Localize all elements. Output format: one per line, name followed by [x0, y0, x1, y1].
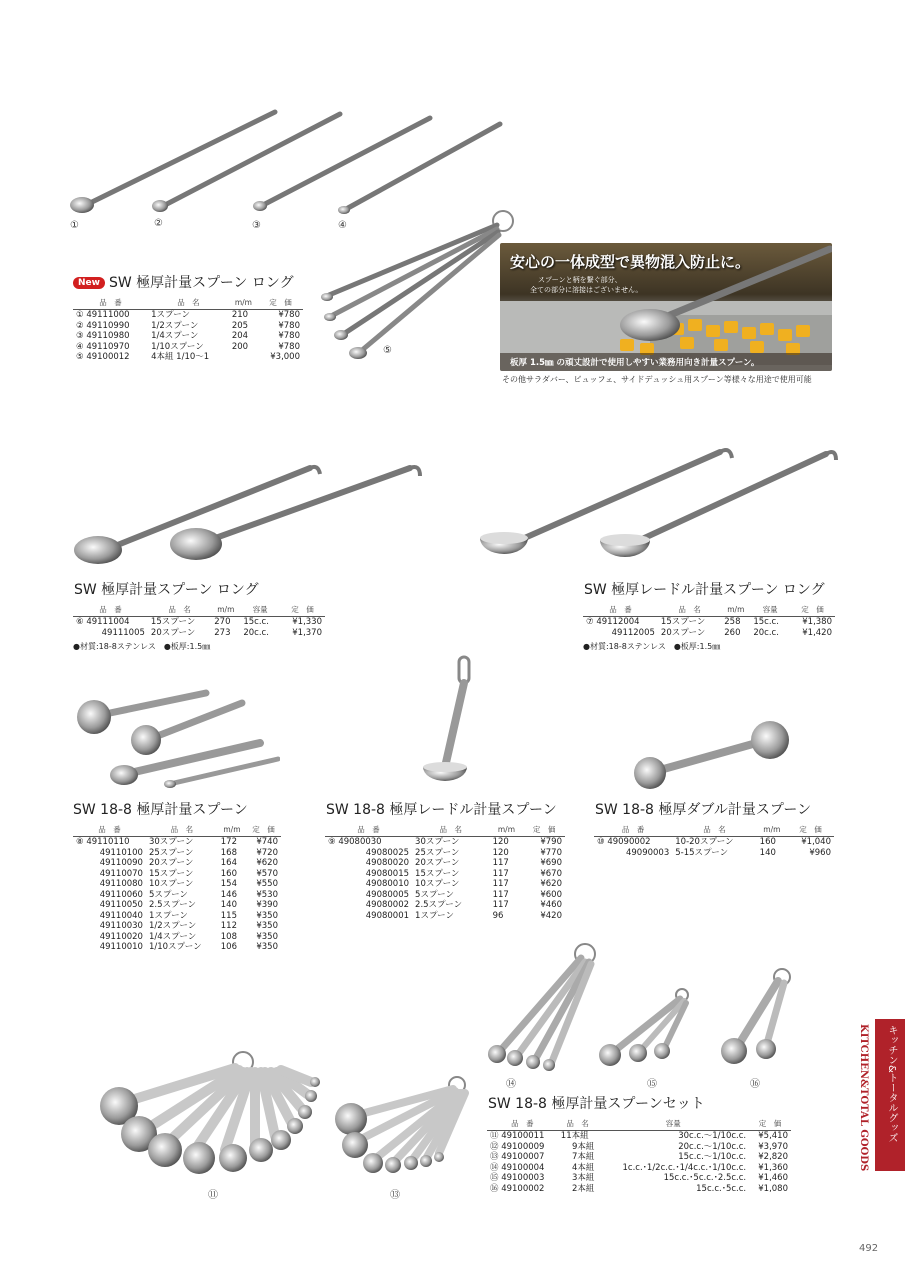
table-row: ⑤ 49100012 4本組 1/10〜1 ¥3,000	[76, 352, 300, 362]
table-row: 49110020 1/4スプーン 108 ¥350	[99, 931, 278, 942]
table-row: ① 49111000 1スプーン 210 ¥780	[76, 310, 300, 320]
double-spoon-photo	[630, 720, 795, 795]
spec-table-7	[487, 1117, 791, 1194]
section-title-spoon-sets: SW 18-8 極厚計量スプーンセット	[488, 1096, 705, 1112]
category-english-label: KITCHEN&TOTAL GOODS	[858, 1024, 869, 1172]
banner-headline: 安心の一体成型で異物混入防止に。	[510, 253, 751, 271]
table-header: 品 番 品 名 容量 定 価	[487, 1117, 791, 1131]
measuring-spoons-photo	[70, 685, 280, 795]
table-row: 49110010 1/10スプーン 106 ¥350	[99, 942, 278, 952]
material-note-2: ●材質:18-8ステンレス ●板厚:1.5㎜	[73, 642, 211, 651]
spoon-4	[338, 124, 500, 214]
label-13: ⑬	[390, 1190, 400, 1201]
table-row: 49080015 15スプーン 117 ¥670	[365, 868, 562, 879]
table-row: 49110070 15スプーン 160 ¥570	[99, 868, 278, 879]
table-row: ⑪ 49100011 11本組 30c.c.〜1/10c.c. ¥5,410	[490, 1131, 788, 1141]
table-row: 49110090 20スプーン 164 ¥620	[99, 858, 278, 868]
banner-bottom-text: 板厚 1.5㎜ の頑丈設計で使用しやすい業務用向き計量スプーン。	[510, 358, 760, 368]
section-title-long-spoons: New SW 極厚計量スプーン ロング	[73, 272, 294, 292]
table-row: ⑭ 49100004 4本組 1c.c.･1/2c.c.･1/4c.c.･1/10c.c. ¥1,360	[490, 1162, 788, 1173]
table-row: ⑩ 49090002 10-20スプーン 160 ¥1,040	[597, 837, 831, 847]
table-header: 品 番 品 名 m/m 容量 定 価	[73, 603, 325, 617]
banner-photo	[500, 243, 832, 371]
banner-sub-2: 全ての部分に溶接はございません。	[530, 286, 643, 294]
table-row: ⑮ 49100003 3本組 15c.c.･5c.c.･2.5c.c. ¥1,460	[490, 1173, 788, 1183]
spec-table-6	[594, 823, 834, 858]
label-1: ①	[70, 220, 79, 231]
table-row: ⑯ 49100002 2本組 15c.c.･5c.c. ¥1,080	[490, 1183, 788, 1194]
label-3: ③	[252, 220, 261, 231]
table-row: ③ 49110980 1/4スプーン 204 ¥780	[76, 331, 300, 341]
table-row: 49080010 10スプーン 117 ¥620	[365, 879, 562, 889]
section-title-measuring-ladles: SW 18-8 極厚レードル計量スプーン	[326, 802, 557, 818]
table-row: 49080025 25スプーン 120 ¥770	[365, 847, 562, 858]
label-4: ④	[338, 220, 347, 231]
set-13-photo	[335, 1075, 470, 1180]
table-row: 49112005 20スプーン 260 20c.c. ¥1,420	[611, 627, 832, 638]
table-row: 49110080 10スプーン 154 ¥550	[99, 879, 278, 889]
section-title-long-scoops: SW 極厚計量スプーン ロング	[74, 582, 259, 598]
table-row: ④ 49110970 1/10スプーン 200 ¥780	[76, 341, 300, 352]
set-4-photo	[485, 940, 605, 1075]
table-row: ⑦ 49112004 15スプーン 258 15c.c. ¥1,380	[586, 617, 832, 627]
long-scoops-photo	[70, 460, 430, 570]
category-tab-label: キッチン&トータルグッズ	[886, 1025, 897, 1143]
material-note-3: ●材質:18-8ステンレス ●板厚:1.5㎜	[583, 642, 721, 651]
table-header: 品 番 品 名 m/m 容量 定 価	[583, 603, 835, 617]
section-title-measuring-spoons: SW 18-8 極厚計量スプーン	[73, 802, 248, 818]
table-row: ⑬ 49100007 7本組 15c.c.〜1/10c.c. ¥2,820	[490, 1152, 788, 1162]
set-11-photo	[95, 1050, 335, 1185]
banner-caption: その他サラダバー、ビュッフェ、サイドデュッシュ用スプーン等様々な用途で使用可能	[502, 375, 812, 384]
label-16: ⑯	[750, 1079, 760, 1090]
long-ladles-photo	[480, 440, 840, 570]
table-header: 品 番 品 名 m/m 定 価	[73, 823, 281, 837]
table-row: 49110060 5スプーン 146 ¥530	[99, 889, 278, 900]
long-spoon-set-photo	[315, 205, 525, 365]
table-row: ⑫ 49100009 9本組 20c.c.〜1/10c.c. ¥3,970	[490, 1141, 788, 1152]
table-row: 49110030 1/2スプーン 112 ¥350	[99, 921, 278, 931]
page-number: 492	[859, 1243, 879, 1254]
spec-table-3	[583, 603, 835, 638]
label-14: ⑭	[506, 1079, 516, 1090]
spec-table-4	[73, 823, 281, 953]
new-badge: New	[73, 277, 105, 289]
table-row: 49111005 20スプーン 273 20c.c. ¥1,370	[101, 627, 322, 638]
table-header: 品 番 品 名 m/m 定 価	[594, 823, 834, 837]
table-row: ⑧ 49110110 30スプーン 172 ¥740	[76, 837, 278, 847]
table-row: ⑥ 49111004 15スプーン 270 15c.c. ¥1,330	[76, 617, 322, 627]
table-header: 品 番 品 名 m/m 定 価	[325, 823, 565, 837]
section-title-double-spoons: SW 18-8 極厚ダブル計量スプーン	[595, 802, 812, 818]
label-5: ⑤	[383, 345, 392, 356]
table-row: 49110050 2.5スプーン 140 ¥390	[99, 900, 278, 910]
table-row: ② 49110990 1/2スプーン 205 ¥780	[76, 320, 300, 331]
label-15: ⑮	[647, 1079, 657, 1090]
spec-table-2	[73, 603, 325, 638]
label-2: ②	[154, 218, 163, 229]
banner-sub-1: スプーンと柄を繋ぐ部分、	[538, 276, 622, 284]
table-header: 品 番 品 名 m/m 定 価	[73, 296, 303, 310]
table-row: 49080002 2.5スプーン 117 ¥460	[365, 900, 562, 910]
category-tab[interactable]	[875, 1019, 905, 1171]
spoon-3	[253, 118, 430, 211]
table-row: ⑨ 49080030 30スプーン 120 ¥790	[328, 837, 562, 847]
set-2-photo	[720, 965, 800, 1070]
table-row: 49080001 1スプーン 96 ¥420	[365, 910, 562, 921]
label-11: ⑪	[208, 1190, 218, 1201]
spec-table-1	[73, 296, 303, 363]
table-row: 49090003 5-15スプーン 140 ¥960	[625, 847, 831, 858]
set-3-photo	[598, 985, 698, 1070]
spec-table-5	[325, 823, 565, 921]
table-row: 49080005 5スプーン 117 ¥600	[365, 889, 562, 900]
table-row: 49110040 1スプーン 115 ¥350	[99, 910, 278, 921]
measuring-ladle-photo	[415, 655, 485, 795]
table-row: 49080020 20スプーン 117 ¥690	[365, 858, 562, 868]
table-row: 49110100 25スプーン 168 ¥720	[99, 847, 278, 858]
section-title-long-ladles: SW 極厚レードル計量スプーン ロング	[584, 582, 825, 598]
